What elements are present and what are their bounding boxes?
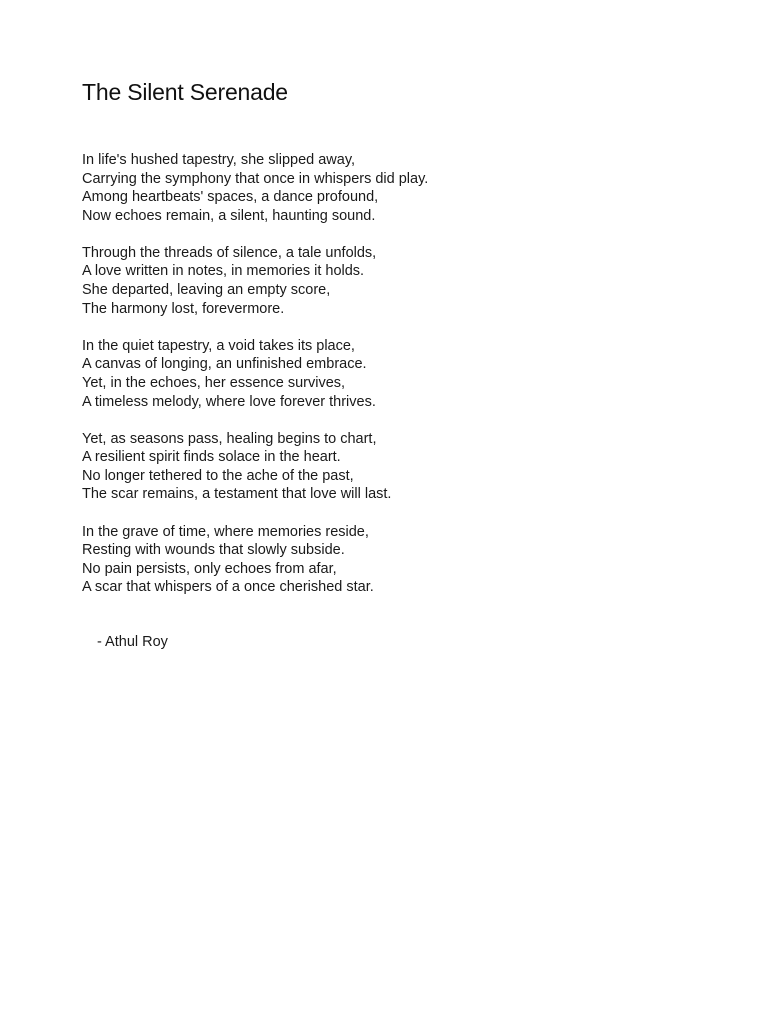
poem-line: A resilient spirit finds solace in the heart. [82,449,341,466]
stanza-5 [82,523,702,597]
poem-line: Carrying the symphony that once in whispers did play. [82,170,429,187]
author-signature: - Athul Roy [97,633,168,650]
poem-line: She departed, leaving an empty score, [82,282,331,299]
poem-line: In life's hushed tapestry, she slipped away, [82,152,356,168]
poem-line: No longer tethered to the ache of the past, [82,467,354,484]
poem-line: A love written in notes, in memories it holds. [82,263,365,280]
poem-line: Yet, as seasons pass, healing begins to chart, [82,430,377,447]
poem-line: Through the threads of silence, a tale unfolds, [82,244,377,261]
poem-line: The scar remains, a testament that love will last. [82,486,392,503]
poem-line: Now echoes remain, a silent, haunting sound. [82,207,376,224]
poem-line: A scar that whispers of a once cherished star. [82,579,374,596]
poem-line: Among heartbeats' spaces, a dance profound, [82,189,379,206]
stanza-2 [82,244,702,318]
poem-line: Yet, in the echoes, her essence survives, [82,374,346,391]
stanza-1 [82,151,702,225]
poem-line: Resting with wounds that slowly subside. [82,542,345,559]
document-page [82,76,702,651]
poem-line: In the quiet tapestry, a void takes its place, [82,337,355,354]
stanza-3 [82,337,702,411]
poem-title: The Silent Serenade [82,79,288,105]
stanza-4 [82,430,702,504]
poem-line: The harmony lost, forevermore. [82,300,285,317]
poem-line: No pain persists, only echoes from afar, [82,560,337,577]
poem-body [82,151,702,597]
poem-line: A timeless melody, where love forever thrives. [82,393,376,410]
poem-line: A canvas of longing, an unfinished embrace. [82,356,367,373]
poem-line: In the grave of time, where memories reside, [82,523,369,540]
